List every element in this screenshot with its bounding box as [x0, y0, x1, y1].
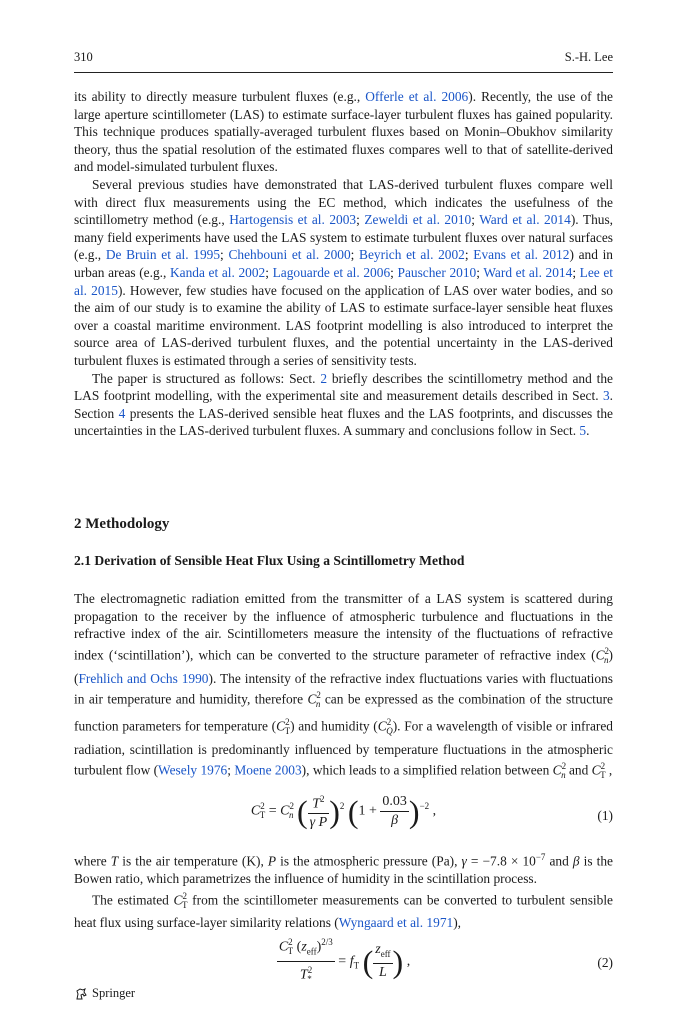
- paragraph-5: where T is the air temperature (K), P is the atmospheric pressure (Pa), $\gamma = -7.8 \times 10^{-7}$ and β is the Bowen ratio, which parametrizes the influence of humidity in the scintillation process.: [74, 851, 613, 886]
- publisher-footer: [74, 986, 135, 1001]
- paragraph-1: its ability to directly measure turbulent fluxes (e.g., Offerle et al. 2006). Recently, the use of the large aperture scintillometer (LAS) to estimate surface-layer turbulent fluxes has gained popularity. This technique produces spatially-averaged turbulent fluxes based on Monin–Obukhov similarity theory, thus the spatial resolution of the estimated fluxes compares well to that of satellite-derived and model-simulated turbulent fluxes.: [74, 89, 613, 175]
- citation-link[interactable]: Beyrich et al. 2002: [359, 247, 465, 263]
- springer-horse-icon: [74, 987, 88, 1001]
- section-link[interactable]: 4: [118, 405, 126, 421]
- citation-link[interactable]: Evans et al. 2012: [473, 247, 570, 263]
- running-author: S.-H. Lee: [564, 50, 613, 64]
- citation-link[interactable]: De Bruin et al. 1995: [105, 247, 221, 263]
- equation-1: $C^2_T = C^2_n$ ( $\frac{T^2}{\text{γ P}}$ )$^2$ (1 + $\frac{0.03}{\beta}$ )$^{-2}$ , (1): [74, 785, 613, 849]
- citation-link[interactable]: Offerle et al. 2006: [365, 89, 469, 104]
- citation-link[interactable]: Hartogensis et al. 2003: [229, 212, 357, 228]
- running-header: [74, 50, 613, 70]
- citation-link[interactable]: Chehbouni et al. 2000: [228, 247, 351, 263]
- paragraph-3: The paper is structured as follows: Sect. 2 briefly describes the scintillometry method and the LAS footprint modelling, with the experimental site and measurement details described in Sect. 3. Section 4 presents the LAS-derived sensible heat fluxes and the LAS footprints, and discusses the uncertainties in the LAS-derived turbulent fluxes. A summary and conclusions follow in Sect. 5.: [74, 370, 614, 439]
- citation-link[interactable]: Frehlich and Ochs 1990: [78, 670, 209, 686]
- citation-link[interactable]: Wesely 1976: [158, 762, 228, 778]
- publisher-name: Springer: [92, 986, 136, 1000]
- citation-link[interactable]: Lee et al. 2015: [74, 264, 614, 298]
- paragraph-6: The estimated $C^2_T$ from the scintillometer measurements can be converted to turbulent sensible heat flux using surface-layer similarity relations (Wyngaard et al. 1971),: [74, 890, 613, 931]
- section-heading: 2 Methodology: [74, 516, 170, 532]
- citation-link[interactable]: Pauscher 2010: [397, 264, 477, 280]
- citation-link[interactable]: Zeweldi et al. 2010: [364, 212, 472, 228]
- equation-number: (2): [597, 954, 613, 970]
- equation-2: $\frac{C^2_T (z_{eff})^{2/3}}{T^2_*}$ = $f_T$ ( $\frac{z_{eff}}{L}$ ) , (2): [74, 932, 613, 988]
- method-text: [74, 590, 613, 988]
- citation-link[interactable]: Ward et al. 2014: [479, 212, 571, 228]
- intro-text: [74, 88, 613, 440]
- equation-number: (1): [597, 807, 613, 823]
- citation-link[interactable]: Lagouarde et al. 2006: [272, 264, 391, 280]
- paragraph-2: Several previous studies have demonstrated that LAS-derived turbulent fluxes compare well with direct flux measurements using the EC method, which indicates the usefulness of the scintillometry method (e.g., Hartogensis et al. 2003; Zeweldi et al. 2010; Ward et al. 2014). Thus, many field experiments have used the LAS system to estimate turbulent fluxes over natural surfaces (e.g., De Bruin et al. 1995; Chehbouni et al. 2000; Beyrich et al. 2002; Evans et al. 2012) and in urban areas (e.g., Kanda et al. 2002; Lagouarde et al. 2006; Pauscher 2010; Ward et al. 2014; Lee et al. 2015). However, few studies have focused on the application of LAS over water bodies, and so the aim of our study is to examine the ability of LAS to estimate surface-layer sensible heat fluxes over a coastal maritime environment. LAS footprint modelling is also introduced to interpret the source area of LAS-derived turbulent fluxes, and the potential uncertainty in the LAS-derived turbulent fluxes is estimated through a series of sensitivity tests.: [74, 176, 614, 368]
- citation-link[interactable]: Ward et al. 2014: [483, 264, 573, 280]
- citation-link[interactable]: Kanda et al. 2002: [169, 264, 266, 280]
- section-link[interactable]: 5: [579, 423, 587, 439]
- section-link[interactable]: 2: [320, 370, 328, 386]
- citation-link[interactable]: Wyngaard et al. 1971: [338, 915, 454, 931]
- citation-link[interactable]: Moene 2003: [234, 762, 302, 778]
- paragraph-4: The electromagnetic radiation emitted from the transmitter of a LAS system is scattered during propagation to the receiver by the influence of atmospheric turbulence and fluctuations in the refractive index of the air. Scintillometers measure the intensity of the fluctuations of refractive index (‘scintillation’), which can be converted to the structure parameter of refractive index $(C^2_n)$ (Frehlich and Ochs 1990). The intensity of the refractive index fluctuations varies with fluctuations in air temperature and humidity, therefore $C^2_n$ can be expressed as the combination of the structure function parameters for temperature $(C^2_T)$ and humidity $(C^2_Q)$. For a wavelength of visible or infrared radiation, scintillation is predominantly influenced by temperature fluctuations in the atmospheric turbulent flow (Wesely 1976; Moene 2003), which leads to a simplified relation between $C^2_n$ and $C^2_T$ ,: [74, 591, 614, 781]
- section-link[interactable]: 3: [602, 388, 610, 404]
- subsection-heading: 2.1 Derivation of Sensible Heat Flux Using a Scintillometry Method: [74, 553, 465, 568]
- header-rule: [74, 72, 613, 73]
- page-number: 310: [74, 50, 93, 64]
